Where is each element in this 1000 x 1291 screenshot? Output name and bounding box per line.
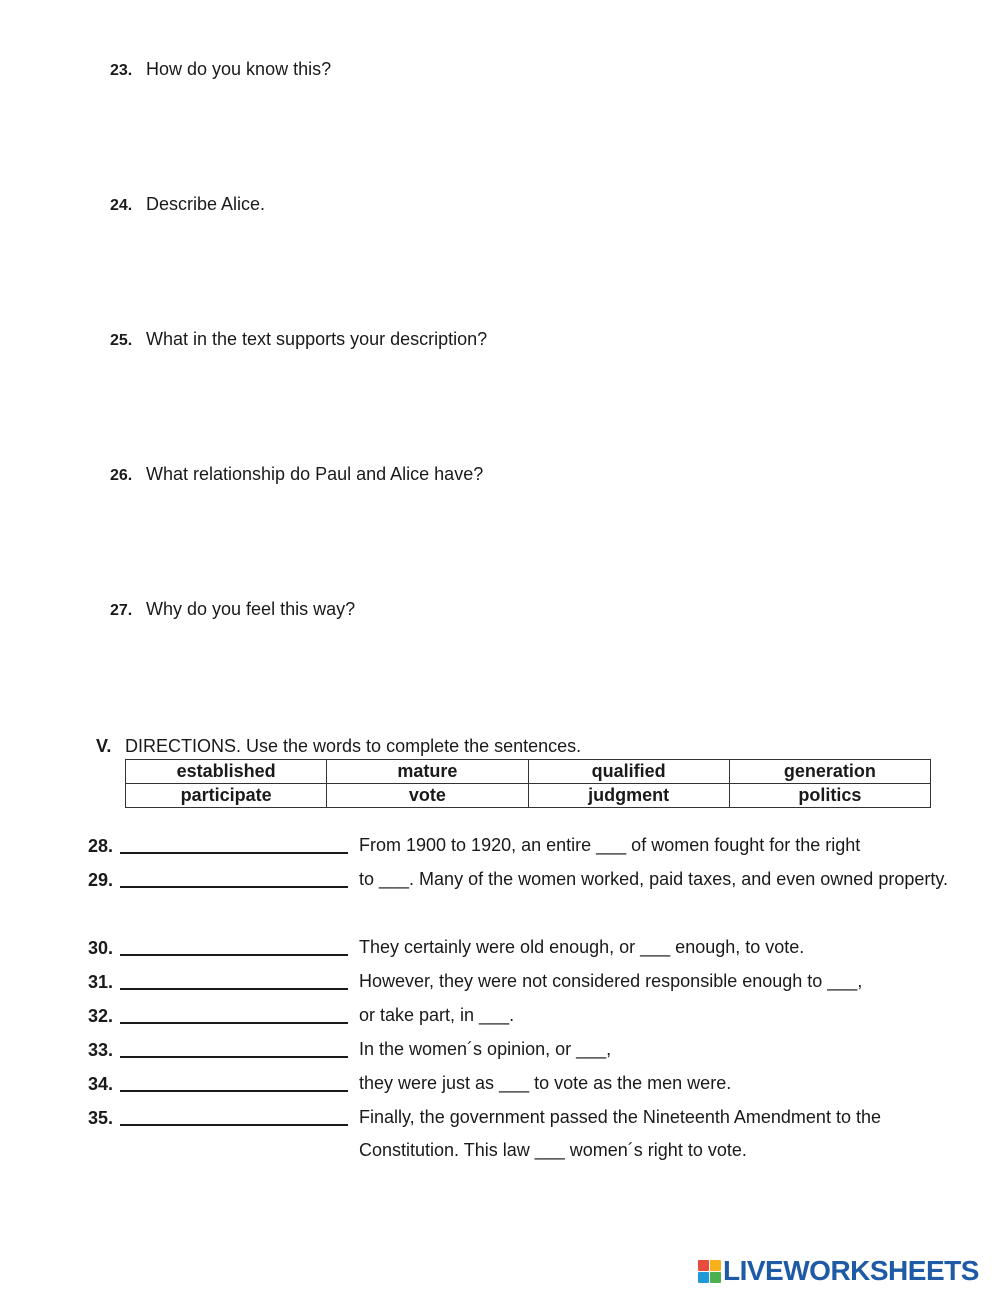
- word-bank-row: [126, 760, 931, 784]
- question-text: Describe Alice.: [146, 194, 266, 214]
- item-text: However, they were not considered responsible enough to ___,: [359, 971, 863, 991]
- section-heading: [96, 736, 581, 757]
- answer-blank[interactable]: [120, 954, 348, 956]
- item-text: They certainly were old enough, or ___ enough, to vote.: [359, 937, 805, 957]
- word-bank-cell: established: [126, 760, 327, 784]
- word-bank-cell: politics: [729, 784, 930, 808]
- item-number: 29.: [88, 870, 114, 890]
- word-bank-table: [125, 759, 931, 808]
- logo-block: [710, 1260, 721, 1271]
- logo-text: LIVEWORKSHEETS: [723, 1255, 979, 1286]
- question-number: 26.: [110, 467, 133, 484]
- word-bank-cell: qualified: [528, 760, 729, 784]
- word-bank-cell: judgment: [528, 784, 729, 808]
- item-text: In the women´s opinion, or ___,: [359, 1039, 612, 1059]
- answer-blank[interactable]: [120, 852, 348, 854]
- logo-block: [698, 1272, 709, 1283]
- answer-blank[interactable]: [120, 1124, 348, 1126]
- question-text: How do you know this?: [146, 59, 332, 79]
- logo-blocks-icon: [698, 1260, 721, 1283]
- item-number: 33.: [88, 1040, 114, 1060]
- word-bank-cell: mature: [327, 760, 528, 784]
- item-text: Finally, the government passed the Nineteenth Amendment to the Constitution. This law ___ women´s right to vote.: [359, 1107, 881, 1160]
- answer-blank[interactable]: [120, 1022, 348, 1024]
- question-text: What in the text supports your description?: [146, 329, 488, 349]
- question-26: [110, 464, 483, 485]
- item-number: 30.: [88, 938, 114, 958]
- item-number: 28.: [88, 836, 114, 856]
- question-24: [110, 194, 265, 215]
- question-number: 27.: [110, 602, 133, 619]
- item-number: 31.: [88, 972, 114, 992]
- item-number: 32.: [88, 1006, 114, 1026]
- question-number: 23.: [110, 62, 133, 79]
- question-25: [110, 329, 487, 350]
- item-number: 35.: [88, 1108, 114, 1128]
- word-bank-cell: generation: [729, 760, 930, 784]
- answer-blank[interactable]: [120, 1056, 348, 1058]
- answer-blank[interactable]: [120, 1090, 348, 1092]
- answer-blank[interactable]: [120, 886, 348, 888]
- section-number: V.: [96, 736, 112, 756]
- question-text: What relationship do Paul and Alice have?: [146, 464, 484, 484]
- item-text: From 1900 to 1920, an entire ___ of women fought for the right: [359, 835, 861, 855]
- item-text: they were just as ___ to vote as the men were.: [359, 1073, 732, 1093]
- word-bank-row: [126, 784, 931, 808]
- word-bank-cell: vote: [327, 784, 528, 808]
- section-directions: DIRECTIONS. Use the words to complete the sentences.: [125, 736, 582, 756]
- question-23: [110, 59, 331, 80]
- logo-block: [710, 1272, 721, 1283]
- item-text: or take part, in ___.: [359, 1005, 515, 1025]
- liveworksheets-logo: [698, 1255, 979, 1287]
- item-number: 34.: [88, 1074, 114, 1094]
- answer-blank[interactable]: [120, 988, 348, 990]
- question-text: Why do you feel this way?: [146, 599, 356, 619]
- word-bank-cell: participate: [126, 784, 327, 808]
- question-number: 24.: [110, 197, 133, 214]
- logo-block: [698, 1260, 709, 1271]
- question-27: [110, 599, 355, 620]
- item-text: to ___. Many of the women worked, paid taxes, and even owned property.: [359, 869, 949, 889]
- question-number: 25.: [110, 332, 133, 349]
